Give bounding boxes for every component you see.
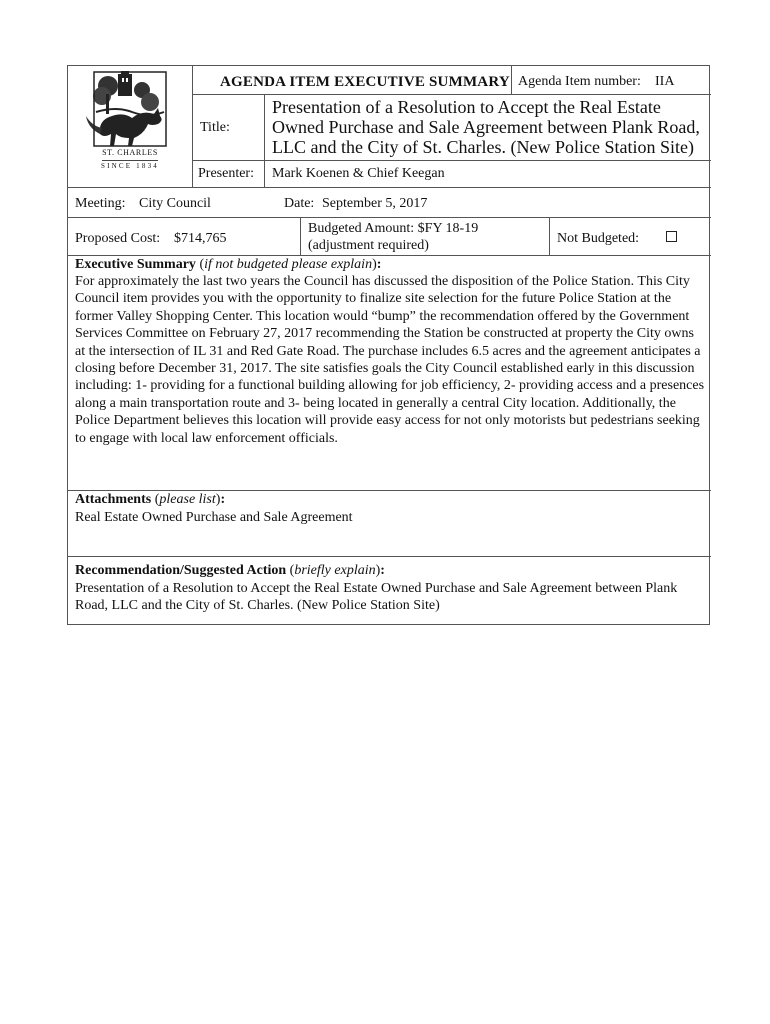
divider (264, 94, 265, 187)
title-label: Title: (200, 120, 230, 135)
logo-divider (102, 160, 158, 161)
executive-summary-note: if not budgeted please explain (204, 257, 373, 272)
attachments-title: Attachments (75, 492, 152, 507)
logo-cell (68, 66, 192, 187)
divider (300, 217, 301, 255)
recommendation-text: Presentation of a Resolution to Accept the Real Estate Owned Purchase and Sale Agreement between Plank Road, LLC and the City of St. Charles. (New Police Station Site) (75, 581, 678, 614)
agenda-item-number: IIA (655, 74, 675, 89)
agenda-summary-form (67, 65, 710, 625)
executive-summary-heading: Executive Summary (if not budgeted please explain): (75, 257, 382, 272)
attachments-note: please list (159, 492, 216, 507)
presenter-label: Presenter: (198, 166, 254, 181)
divider (68, 556, 711, 557)
date-value: September 5, 2017 (322, 196, 428, 211)
budgeted-amount-label: Budgeted Amount: $FY 18-19 (308, 221, 479, 236)
divider (549, 217, 550, 255)
recommendation-title: Recommendation/Suggested Action (75, 563, 287, 578)
divider (192, 66, 193, 187)
fox-tower-emblem-icon (72, 68, 188, 148)
divider (68, 187, 711, 188)
divider (192, 94, 711, 95)
executive-summary-text: For approximately the last two years the Council has discussed the disposition of the Police Station. This City Council item provides you with the opportunity to finalize site selection for the future Police Station at the former Valley Shopping Center. This location would “bump” the recommendation offered by the Government Services Committee on February 27, 2017 recommending the Station be constructed at property the City owns at the intersection of IL 31 and Red Gate Road. The purchase includes 6.5 acres and the agreement anticipates a closing before December 31, 2017. The site satisfies goals the City Council established early in this discussion including: 1- providing for a functional building allowing for job efficiency, 2- providing access and a presences along a main transportation route and 3- being located in generally a central City location. Additionally, the Police Department believes this location will provide easy access for not only motorists but pedestrians seeking to engage with local law enforcement officials. (75, 274, 705, 446)
recommendation-heading: Recommendation/Suggested Action (briefly explain): (75, 563, 385, 578)
divider (511, 66, 512, 94)
divider (68, 217, 711, 218)
budgeted-amount-note: (adjustment required) (308, 238, 429, 253)
attachments-heading: Attachments (please list): (75, 492, 226, 507)
not-budgeted-checkbox[interactable] (666, 231, 677, 242)
date-label: Date: (284, 196, 315, 211)
proposed-cost-value: $714,765 (174, 231, 227, 246)
divider (192, 160, 711, 161)
agenda-item-label: Agenda Item number: (518, 74, 641, 89)
logo-since-text: SINCE 1834 (101, 162, 159, 170)
not-budgeted-label: Not Budgeted: (557, 231, 640, 246)
meeting-value: City Council (139, 196, 211, 211)
recommendation-note: briefly explain (294, 563, 376, 578)
title-value: Presentation of a Resolution to Accept the Real Estate Owned Purchase and Sale Agreement between Plank Road, LLC and the City of St. Charles. (New Police Station Site) (272, 97, 700, 157)
form-title: AGENDA ITEM EXECUTIVE SUMMARY (220, 74, 510, 90)
executive-summary-title: Executive Summary (75, 257, 196, 272)
proposed-cost-label: Proposed Cost: (75, 231, 161, 246)
logo-city-name: ST. CHARLES (102, 148, 158, 157)
st-charles-logo (72, 68, 188, 180)
presenter-value: Mark Koenen & Chief Keegan (272, 166, 445, 181)
meeting-label: Meeting: (75, 196, 126, 211)
attachments-text: Real Estate Owned Purchase and Sale Agreement (75, 510, 353, 525)
